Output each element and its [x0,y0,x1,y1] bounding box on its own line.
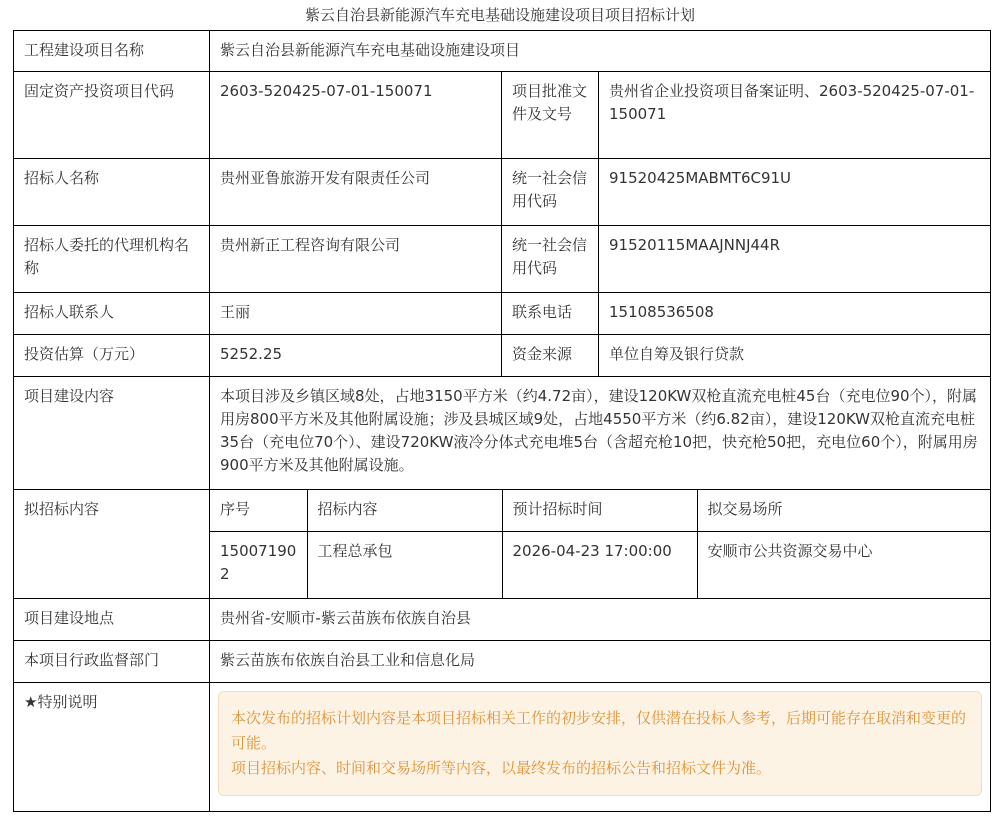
col-header-no: 序号 [210,490,307,531]
contact-phone-value: 15108536508 [599,293,991,335]
bid-content-label: 拟招标内容 [14,490,210,599]
row-construction [14,377,991,490]
row-supervisor [14,641,991,683]
col-header-venue: 拟交易场所 [697,490,991,531]
tenderer-name-value: 贵州亚鲁旅游开发有限责任公司 [210,159,502,226]
tenderer-credit-code-label: 统一社会信用代码 [502,159,599,226]
col-header-time: 预计招标时间 [502,490,697,531]
investment-value: 5252.25 [210,335,502,377]
row-tenderer [14,159,991,226]
row-location [14,599,991,641]
special-note-text-2: 项目招标内容、时间和交易场所等内容，以最终发布的招标公告和招标文件为准。 [231,759,772,777]
supervisor-value: 紫云苗族布依族自治县工业和信息化局 [210,641,991,683]
bid-plan-table [13,30,991,812]
project-name-label: 工程建设项目名称 [14,31,210,72]
tenderer-credit-code-value: 91520425MABMT6C91U [599,159,991,226]
bid-items-table [210,490,991,598]
bid-item-time: 2026-04-23 17:00:00 [502,531,697,598]
project-name-value: 紫云自治县新能源汽车充电基础设施建设项目 [210,31,991,72]
supervisor-label: 本项目行政监督部门 [14,641,210,683]
row-project-name [14,31,991,72]
special-note-label: ★特别说明 [14,683,210,812]
bid-item-venue: 安顺市公共资源交易中心 [697,531,991,598]
agent-name-value: 贵州新正工程咨询有限公司 [210,226,502,293]
funding-source-value: 单位自筹及银行贷款 [599,335,991,377]
row-fixed-asset-code [14,72,991,159]
row-investment [14,335,991,377]
agent-credit-code-value: 91520115MAAJNNJ44R [599,226,991,293]
special-note-cell [210,683,991,812]
col-header-content: 招标内容 [307,490,502,531]
special-note-text-1: 本次发布的招标计划内容是本项目招标相关工作的初步安排，仅供潜在投标人参考，后期可能存在取消和变更的可能。 [231,709,967,752]
approval-doc-value: 贵州省企业投资项目备案证明、2603-520425-07-01-150071 [599,72,991,159]
construction-content-label: 项目建设内容 [14,377,210,490]
special-note-box [218,691,982,796]
fixed-asset-code-value: 2603-520425-07-01-150071 [210,72,502,159]
row-special [14,683,991,812]
contact-person-label: 招标人联系人 [14,293,210,335]
bid-content-cell [210,490,991,599]
contact-phone-label: 联系电话 [502,293,599,335]
contact-person-value: 王丽 [210,293,502,335]
funding-source-label: 资金来源 [502,335,599,377]
row-contact [14,293,991,335]
bid-item-no: 150071902 [210,531,307,598]
table-row [210,531,991,598]
tenderer-name-label: 招标人名称 [14,159,210,226]
fixed-asset-code-label: 固定资产投资项目代码 [14,72,210,159]
investment-label: 投资估算（万元） [14,335,210,377]
page-title: 紫云自治县新能源汽车充电基础设施建设项目项目招标计划 [304,6,695,24]
location-value: 贵州省-安顺市-紫云苗族布依族自治县 [210,599,991,641]
agent-name-label: 招标人委托的代理机构名称 [14,226,210,293]
bid-item-content: 工程总承包 [307,531,502,598]
bid-items-header [210,490,991,531]
location-label: 项目建设地点 [14,599,210,641]
approval-doc-label: 项目批准文件及文号 [502,72,599,159]
agent-credit-code-label: 统一社会信用代码 [502,226,599,293]
row-agent [14,226,991,293]
row-bid-content [14,490,991,599]
construction-content-value: 本项目涉及乡镇区域8处，占地3150平方米（约4.72亩），建设120KW双枪直流充电桩45台（充电位90个），附属用房800平方米及其他附属设施；涉及县城区域9处，占地4550平方米（约6.82亩），建设120KW双枪直流充电桩35台（充电位70个）、建设720KW液冷分体式充电堆5台（含超充枪10把，快充枪50把，充电位60个），附属用房900平方米及其他附属设施。 [210,377,991,490]
